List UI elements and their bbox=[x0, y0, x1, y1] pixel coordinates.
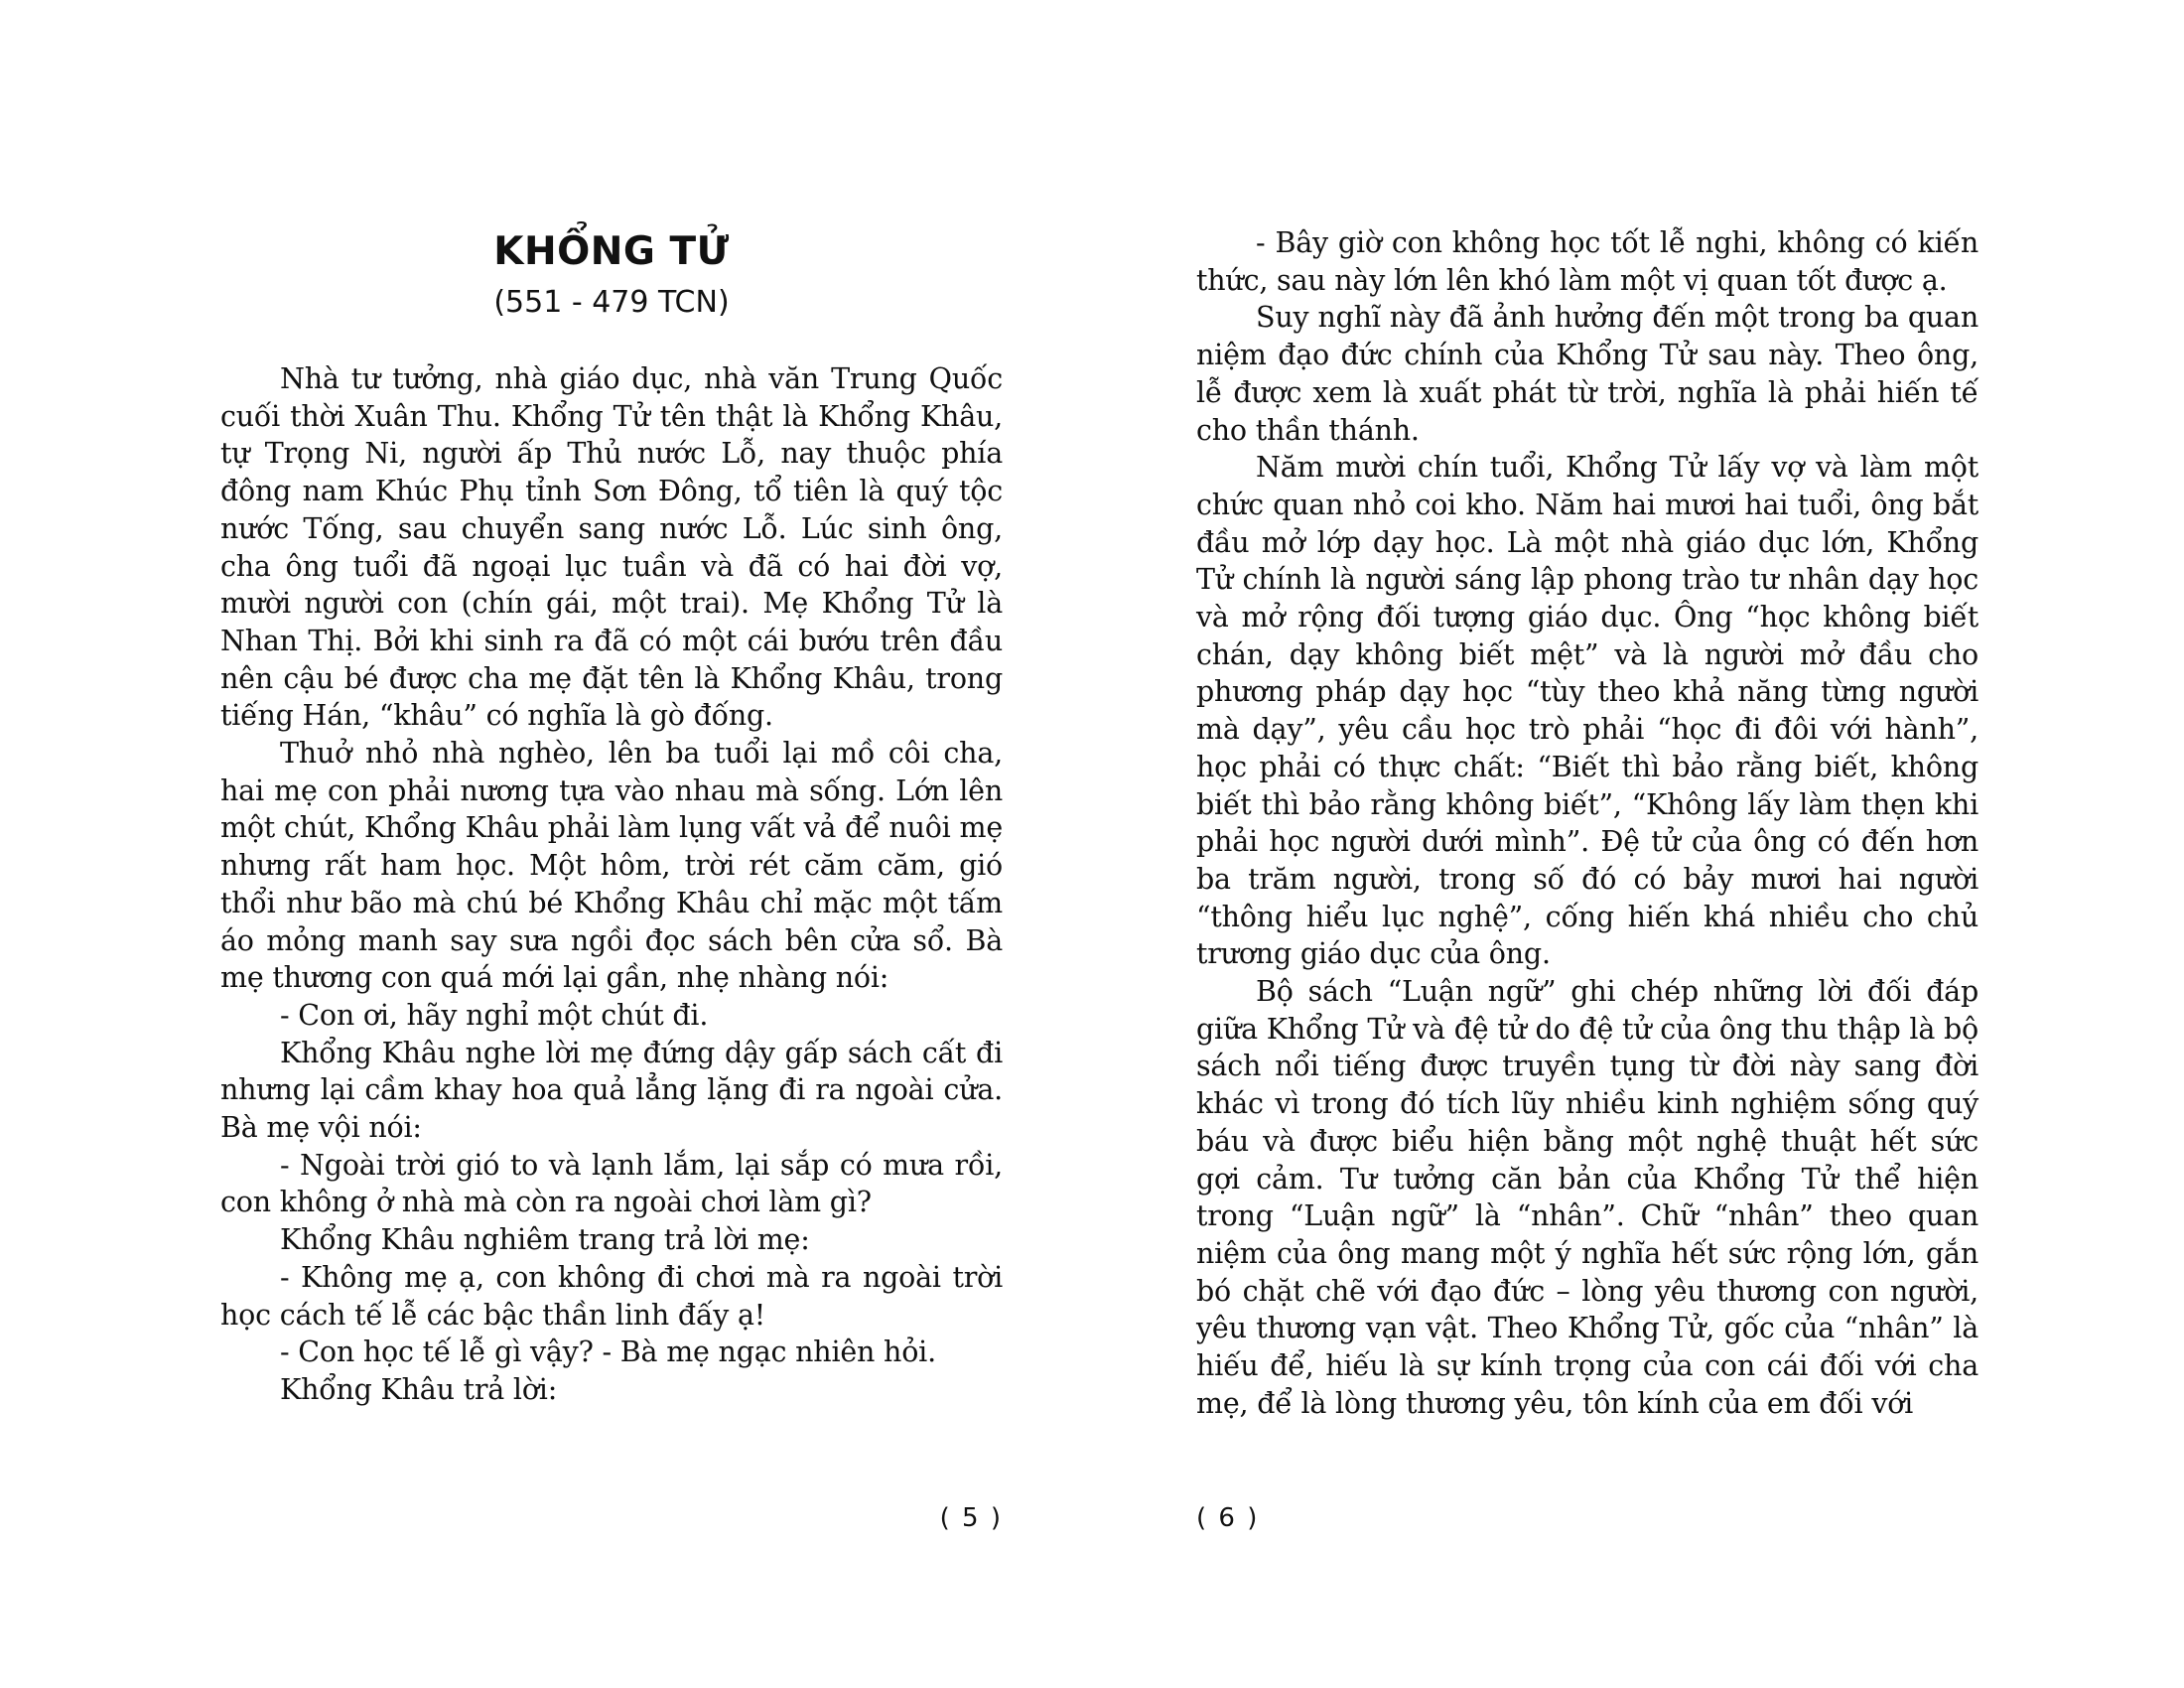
paragraph: - Con học tế lễ gì vậy? - Bà mẹ ngạc nhiên hỏi. bbox=[280, 1336, 936, 1369]
paragraph: Thuở nhỏ nhà nghèo, lên ba tuổi lại mồ côi cha, hai mẹ con phải nương tựa vào nhau mà sống. Lớn lên một chút, Khổng Khâu phải làm lụng vất vả để nuôi mẹ nhưng rất ham học. Một hôm, trời rét căm căm, gió thổi như bão mà chú bé Khổng Khâu chỉ mặc một tấm áo mỏng manh say sưa ngồi đọc sách bên cửa sổ. Bà mẹ thương con quá mới lại gần, nhẹ nhàng nói: bbox=[220, 737, 1003, 995]
paragraph: Khổng Khâu nghiêm trang trả lời mẹ: bbox=[280, 1223, 810, 1257]
paragraph: Khổng Khâu trả lời: bbox=[280, 1372, 558, 1406]
page-number: ( 6 ) bbox=[1196, 1503, 1260, 1533]
paragraph: - Bây giờ con không học tốt lễ nghi, không có kiến thức, sau này lớn lên khó làm một vị quan tốt được ạ. bbox=[1196, 226, 1979, 297]
paragraph: - Con ơi, hãy nghỉ một chút đi. bbox=[280, 998, 709, 1032]
paragraph: Khổng Khâu nghe lời mẹ đứng dậy gấp sách cất đi nhưng lại cầm khay hoa quả lẳng lặng đi ra ngoài cửa. Bà mẹ vội nói: bbox=[220, 1036, 1003, 1145]
left-page-body bbox=[220, 360, 1003, 1409]
paragraph: - Không mẹ ạ, con không đi chơi mà ra ngoài trời học cách tế lễ các bậc thần linh đấy ạ! bbox=[220, 1260, 1003, 1332]
paragraph: Bộ sách “Luận ngữ” ghi chép những lời đối đáp giữa Khổng Tử và đệ tử do đệ tử của ông thu thập là bộ sách nổi tiếng được truyền tụng từ đời này sang đời khác vì trong đó tích lũy nhiều kinh nghiệm sống quý báu và được biểu hiện bằng một nghệ thuật hết sức gợi cảm. Tư tưởng căn bản của Khổng Tử thể hiện trong “Luận ngữ” là “nhân”. Chữ “nhân” theo quan niệm của ông mang một ý nghĩa hết sức rộng lớn, gắn bó chặt chẽ với đạo đức – lòng yêu thương con người, yêu thương vạn vật. Theo Khổng Tử, gốc của “nhân” là hiếu để, hiếu là sự kính trọng của con cái đối với cha mẹ, để là lòng thương yêu, tôn kính của em đối với bbox=[1196, 975, 1979, 1420]
right-page-body bbox=[1196, 224, 1979, 1423]
paragraph: Nhà tư tưởng, nhà giáo dục, nhà văn Trung Quốc cuối thời Xuân Thu. Khổng Tử tên thật là Khổng Khâu, tự Trọng Ni, người ấp Thủ nước Lỗ, nay thuộc phía đông nam Khúc Phụ tỉnh Sơn Đông, tổ tiên là quý tộc nước Tống, sau chuyển sang nước Lỗ. Lúc sinh ông, cha ông tuổi đã ngoại lục tuần và đã có hai đời vợ, mười người con (chín gái, một trai). Mẹ Khổng Tử là Nhan Thị. Bởi khi sinh ra đã có một cái bướu trên đầu nên cậu bé được cha mẹ đặt tên là Khổng Khâu, trong tiếng Hán, “khâu” có nghĩa là gò đống. bbox=[220, 362, 1003, 733]
chapter-title: KHỔNG TỬ bbox=[493, 229, 730, 274]
page-number: ( 5 ) bbox=[939, 1503, 1003, 1533]
paragraph: - Ngoài trời gió to và lạnh lắm, lại sắp có mưa rồi, con không ở nhà mà còn ra ngoài chơi làm gì? bbox=[220, 1148, 1003, 1219]
paragraph: Suy nghĩ này đã ảnh hưởng đến một trong ba quan niệm đạo đức chính của Khổng Tử sau này. Theo ông, lễ được xem là xuất phát từ trời, nghĩa là phải hiến tế cho thần thánh. bbox=[1196, 301, 1979, 447]
chapter-dates: (551 - 479 TCN) bbox=[493, 285, 730, 320]
paragraph: Năm mười chín tuổi, Khổng Tử lấy vợ và làm một chức quan nhỏ coi kho. Năm hai mươi hai tuổi, ông bắt đầu mở lớp dạy học. Là một nhà giáo dục lớn, Khổng Tử chính là người sáng lập phong trào tư nhân dạy học và mở rộng đối tượng giáo dục. Ông “học không biết chán, dạy không biết mệt” và là người mở đầu cho phương pháp dạy học “tùy theo khả năng từng người mà dạy”, yêu cầu học trò phải “học đi đôi với hành”, học phải có thực chất: “Biết thì bảo rằng biết, không biết thì bảo rằng không biết”, “Không lấy làm thẹn khi phải học người dưới mình”. Đệ tử của ông có đến hơn ba trăm người, trong số đó có bảy mươi hai người “thông hiểu lục nghệ”, cống hiến khá nhiều cho chủ trương giáo dục của ông. bbox=[1196, 451, 1979, 971]
